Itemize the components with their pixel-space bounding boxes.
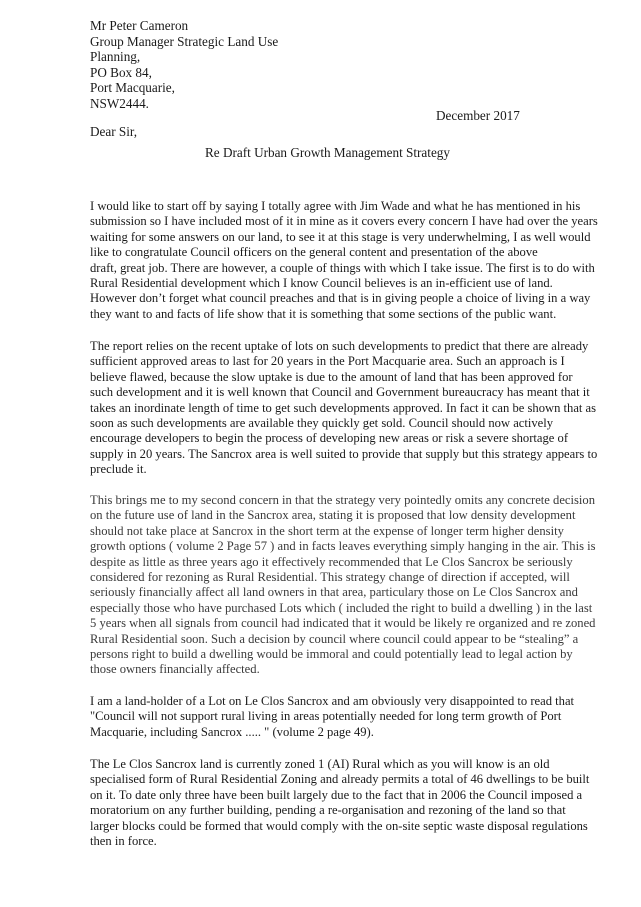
recipient-title: Group Manager Strategic Land Use <box>90 33 279 49</box>
paragraph-line: moratorium on any further building, pending a re-organisation and rezoning of the land so that <box>90 803 566 818</box>
paragraph-line: on it. To date only three have been built largely due to the fact that in 2006 the Council imposed a <box>90 787 583 802</box>
paragraph-line: encourage developers to begin the process of developing new areas or risk a severe shortage of <box>90 431 569 446</box>
paragraph-line: specialised form of Rural Residential Zoning and already permits a total of 46 dwellings to be built <box>90 772 590 787</box>
paragraph-line: soon as such developments are available they quickly get sold. Council should now actively <box>90 416 554 431</box>
paragraph-land-holder <box>90 694 574 740</box>
paragraph-line: draft, great job. There are however, a couple of things with which I take issue. The first is to do with <box>90 260 595 275</box>
paragraph-line: I would like to start off by saying I totally agree with Jim Wade and what he has mentioned in his <box>90 199 581 213</box>
paragraph-line: should not take place at Sancrox in the short term at the expense of longer term higher density <box>90 523 564 538</box>
paragraph-agreement <box>90 199 598 322</box>
subject-line: Re Draft Urban Growth Management Strategy <box>205 145 450 160</box>
recipient-city: Port Macquarie, <box>90 80 175 96</box>
paragraph-line: waiting for some answers on our land, to see it at this stage is very underwhelming, I as well would <box>90 229 591 244</box>
paragraph-line: on the future use of land in the Sancrox area, stating it is proposed that low density development <box>90 508 576 523</box>
paragraph-line: seriously financially affect all land owners in that area, particulary those on Le Clos Sancrox and <box>90 585 578 600</box>
paragraph-line: Macquarie, including Sancrox ..... " (volume 2 page 49). <box>90 724 374 739</box>
paragraph-report-uptake <box>90 339 597 478</box>
paragraph-line: believe flawed, because the slow uptake is due to the amount of land that has been approved for <box>90 369 573 384</box>
paragraph-line: However don’t forget what council preaches and that is in giving people a choice of living in a way <box>90 291 591 306</box>
paragraph-line: like to congratulate Council officers on the general content and presentation of the above <box>90 245 538 260</box>
paragraph-line: then in force. <box>90 834 157 849</box>
recipient-name: Mr Peter Cameron <box>90 18 189 33</box>
recipient-address <box>90 18 278 112</box>
paragraph-line: growth options ( volume 2 Page 57 ) and in facts leaves everything simply hanging in the air. This is <box>90 539 596 554</box>
paragraph-line: such development and it is well known that Council and Government bureaucracy has meant that it <box>90 385 590 400</box>
paragraph-line: The report relies on the recent uptake of lots on such developments to predict that there are already <box>90 339 589 353</box>
recipient-department: Planning, <box>90 49 141 65</box>
letter-date: December 2017 <box>436 108 520 123</box>
recipient-state-postcode: NSW2444. <box>90 95 149 111</box>
paragraph-line: This brings me to my second concern in that the strategy very pointedly omits any concrete decision <box>90 493 596 507</box>
salutation: Dear Sir, <box>90 124 138 139</box>
paragraph-line: Rural Residential soon. Such a decision by council where council could appear to be “stealing” a <box>90 631 579 646</box>
paragraph-line: especially those who have purchased Lots which ( included the right to build a dwelling ) in the last <box>90 600 593 615</box>
paragraph-line: preclude it. <box>90 462 147 477</box>
paragraph-line: 5 years when all signals from council had indicated that it would be likely re organized and re zoned <box>90 616 596 631</box>
paragraph-line: they want to and facts of life show that it is something that some sections of the public want. <box>90 306 557 321</box>
paragraph-line: The Le Clos Sancrox land is currently zoned 1 (AI) Rural which as you will know is an old <box>90 757 550 771</box>
paragraph-line: takes an inordinate length of time to get such developments approved. In fact it can be shown that as <box>90 400 597 415</box>
paragraph-line: considered for rezoning as Rural Residential. This strategy change of direction if accepted, will <box>90 570 570 585</box>
paragraph-second-concern <box>90 493 596 678</box>
paragraph-line: supply in 20 years. The Sancrox area is well suited to provide that supply but this strategy appears to <box>90 446 598 461</box>
paragraph-line: larger blocks could be formed that would comply with the on-site septic waste disposal regulations <box>90 818 588 833</box>
paragraph-line: submission so I have included most of it in mine as it covers every concern I have had over the years <box>90 214 598 229</box>
paragraph-zoning <box>90 757 589 849</box>
paragraph-line: I am a land-holder of a Lot on Le Clos Sancrox and am obviously very disappointed to read that <box>90 694 575 708</box>
paragraph-line: sufficient approved areas to last for 20 years in the Port Macquarie area. Such an approach is I <box>90 354 565 369</box>
recipient-po-box: PO Box 84, <box>90 64 152 80</box>
paragraph-line: Rural Residential development which I know Council believes is an in-efficient use of land. <box>90 276 553 291</box>
paragraph-line: "Council will not support rural living in areas potentially needed for long term growth of Port <box>90 709 562 724</box>
paragraph-line: persons right to build a dwelling would be immoral and could potentially lead to legal action by <box>90 647 573 662</box>
paragraph-line: those owners financially affected. <box>90 662 260 677</box>
paragraph-line: despite as little as three years ago it effectively recommended that Le Clos Sancrox be seriously <box>90 554 573 569</box>
